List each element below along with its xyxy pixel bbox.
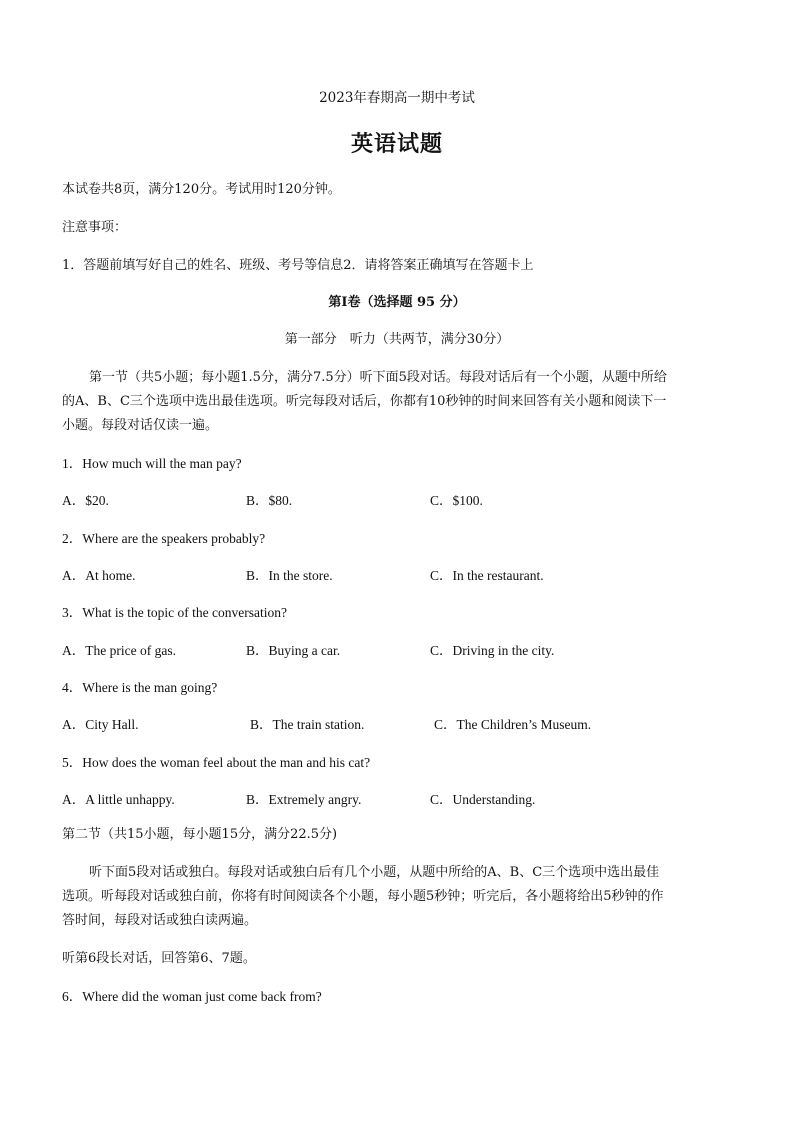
part-heading: 第一部分 听力（共两节，满分30分） (284, 332, 510, 347)
exam-info: 本试卷共8页，满分120分。考试用时120分钟。 (62, 182, 341, 197)
note-item-1: 1．答题前填写好自己的姓名、班级、考号等信息2．请将答案正确填写在答题卡上 (62, 258, 534, 273)
volume-heading: 第I卷（选择题 95 分） (328, 295, 466, 310)
exam-name: 2023年春期高一期中考试 (319, 90, 475, 106)
option-b: B．$80. (246, 493, 293, 508)
option-b: B．Buying a car. (246, 643, 341, 658)
option-a: A．City Hall. (62, 717, 139, 732)
option-a: A．$20. (62, 493, 109, 508)
instruction-line: 选项。听每段对话或独白前，你将有时间阅读各个小题，每小题5秒钟；听完后，各小题将给出5秒钟的作 (62, 889, 664, 904)
option-b: B．In the store. (246, 568, 333, 583)
option-c: C．In the restaurant. (430, 568, 544, 583)
section-2-instructions (62, 861, 736, 933)
instruction-line: 小题。每段对话仅读一遍。 (62, 418, 219, 433)
option-c: C．Driving in the city. (430, 643, 555, 658)
option-a: A．The price of gas. (62, 643, 176, 658)
option-c: C．The Children’s Museum. (434, 717, 592, 732)
question-stem: 1．How much will the man pay? (62, 456, 242, 471)
option-a: A．A little unhappy. (62, 792, 175, 807)
section-1-instructions (62, 366, 736, 438)
option-b: B．The train station. (250, 717, 365, 732)
option-c: C．Understanding. (430, 792, 536, 807)
notes-heading: 注意事项： (62, 220, 128, 235)
option-c: C．$100. (430, 493, 483, 508)
instruction-line: 答时间，每段对话或独白读两遍。 (62, 913, 258, 928)
question-stem: 2．Where are the speakers probably? (62, 531, 266, 546)
page-title: 英语试题 (350, 131, 443, 157)
instruction-line: 听下面5段对话或独白。每段对话或独白后有几个小题，从题中所给的A、B、C三个选项中选出最佳 (89, 865, 660, 880)
option-a: A．At home. (62, 568, 136, 583)
question-stem: 4．Where is the man going? (62, 680, 218, 695)
instruction-line: 第一节（共5小题；每小题1.5分，满分7.5分）听下面5段对话。每段对话后有一个小题，从题中所给 (89, 370, 667, 385)
question-stem: 5．How does the woman feel about the man and his cat? (62, 755, 371, 770)
question-stem: 3．What is the topic of the conversation? (62, 605, 287, 620)
option-b: B．Extremely angry. (246, 792, 362, 807)
dialogue-6-note: 听第6段长对话，回答第6、7题。 (62, 951, 256, 966)
section-2-heading: 第二节（共15小题，每小题15分，满分22.5分) (62, 827, 338, 842)
instruction-line: 的A、B、C三个选项中选出最佳选项。听完每段对话后，你都有10秒钟的时间来回答有关小题和阅读下一 (62, 394, 667, 409)
question-stem: 6．Where did the woman just come back from? (62, 989, 322, 1004)
